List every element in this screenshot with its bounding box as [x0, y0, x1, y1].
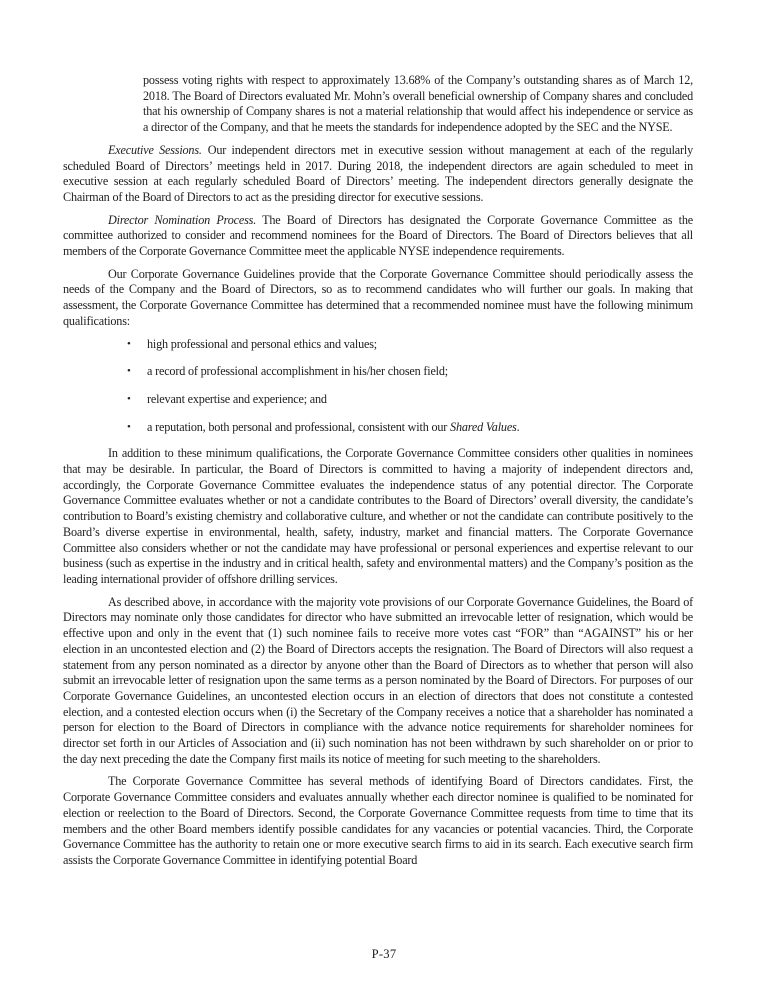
list-item — [63, 420, 693, 436]
executive-sessions-paragraph — [63, 143, 693, 206]
list-item — [63, 337, 693, 353]
page-number: P-37 — [371, 947, 397, 961]
qualification-text: relevant expertise and experience; and — [147, 391, 327, 406]
list-item — [63, 392, 693, 408]
bullet-icon: • — [127, 392, 131, 405]
list-item — [63, 364, 693, 380]
bullet-icon: • — [127, 420, 131, 433]
qualification-text-post: . — [516, 419, 520, 434]
continuation-paragraph: possess voting rights with respect to approximately 13.68% of the Company’s outstanding shares as of March 12, 2018. The Board of Directors evaluated Mr. Mohn’s overall beneficial ownership of Company shares and concluded that his ownership of Company shares is not a material relationship that would affect his independence or service as a director of the Company, and that he meets the standards for independence adopted by the SEC and the NYSE. — [143, 73, 693, 135]
shared-values-italic: Shared Values — [450, 419, 517, 434]
qualification-text-pre: a reputation, both personal and professional, consistent with our — [147, 419, 451, 434]
director-nomination-text: The Board of Directors has designated the Corporate Governance Committee as the committee authorized to consider and recommend nominees for the Board of Directors. The Board of Directors believes that all members of the Corporate Governance Committee meet the applicable NYSE independence requirements. — [63, 212, 693, 259]
executive-sessions-lead-in: Executive Sessions. — [108, 142, 202, 157]
bullet-icon: • — [127, 365, 131, 378]
text-column — [63, 73, 693, 876]
qualification-text — [147, 420, 519, 436]
qualification-text: high professional and personal ethics and values; — [147, 336, 377, 351]
majority-vote-paragraph: As described above, in accordance with the majority vote provisions of our Corporate Governance Guidelines, the Board of Directors may nominate only those candidates for director who have submitted an irrevocable letter of resignation, which would be effective upon and only in the event that (1) such nominee fails to receive more votes cast “FOR” than “AGAINST” his or her election in an uncontested election and (2) the Board of Directors accepts the resignation. The Board of Directors will also request a statement from any person nominated as a director by anyone other than the Board of Directors as to whether that person will also submit an irrevocable letter of resignation upon the same terms as a person nominated by the Board of Directors. For purposes of our Corporate Governance Guidelines, an uncontested election occurs in an election of directors that does not constitute a contested election, and a contested election occurs when (i) the Secretary of the Company receives a notice that a shareholder has nominated a person for election to the Board of Directors in compliance with the advance notice requirements for shareholder nominees for director set forth in our Articles of Association and (ii) such nomination has not been withdrawn by such shareholder on or prior to the day next preceding the date the Company first mails its notice of meeting for such meeting to the shareholders. — [63, 594, 693, 766]
director-nomination-paragraph — [63, 213, 693, 260]
bullet-icon: • — [127, 337, 131, 350]
additional-qualities-paragraph: In addition to these minimum qualifications, the Corporate Governance Committee considers other qualities in nominees that may be desirable. In particular, the Board of Directors is committed to having a majority of independent directors and, accordingly, the Corporate Governance Committee evaluates the independence status of any potential director. The Corporate Governance Committee evaluates whether or not a candidate contributes to the Board of Directors’ overall diversity, the candidate’s contribution to Board’s existing chemistry and collaborative culture, and whether or not the candidate can contribute positively to the Board’s diverse expertise in environmental, health, safety, industry, market and financial matters. The Corporate Governance Committee also considers whether or not the candidate may have professional or personal experiences and expertise relevant to our business (such as expertise in the industry and in critical health, safety and environmental matters) and the Company’s position as the leading international provider of offshore drilling services. — [63, 446, 693, 586]
director-nomination-lead-in: Director Nomination Process. — [108, 212, 257, 227]
identification-methods-paragraph: The Corporate Governance Committee has several methods of identifying Board of Directors candidates. First, the Corporate Governance Committee considers and evaluates annually whether each director nominee is qualified to be nominated for election or reelection to the Board of Directors. Second, the Corporate Governance Committee requests from time to time that its members and the other Board members identify possible candidates for any vacancies or potential vacancies. Third, the Corporate Governance Committee has the authority to retain one or more executive search firms to aid in its search. Each executive search firm assists the Corporate Governance Committee in identifying potential Board — [63, 774, 693, 867]
executive-sessions-text: Our independent directors met in executive session without management at each of the regularly scheduled Board of Directors’ meetings held in 2017. During 2018, the independent directors are again scheduled to meet in executive session at each regularly scheduled Board of Directors’ meeting. The independent directors generally designate the Chairman of the Board of Directors to act as the presiding director for executive sessions. — [63, 142, 694, 204]
qualifications-list — [63, 337, 693, 436]
guidelines-paragraph: Our Corporate Governance Guidelines provide that the Corporate Governance Committee should periodically assess the needs of the Company and the Board of Directors, so as to recommend candidates who will further our goals. In making that assessment, the Corporate Governance Committee has determined that a recommended nominee must have the following minimum qualifications: — [63, 266, 693, 328]
qualification-text: a record of professional accomplishment in his/her chosen field; — [147, 364, 449, 379]
